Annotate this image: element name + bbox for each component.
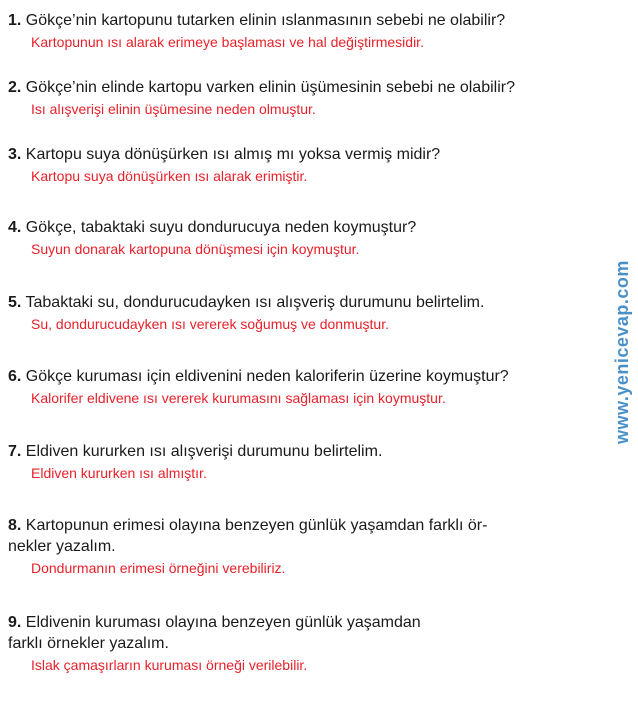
question-5 [8, 292, 598, 333]
question-line: Kartopunun erimesi olayına benzeyen günlük yaşamdan farklı ör- [25, 517, 488, 534]
question-line: Gökçe, tabaktaki suyu dondurucuya neden koymuştur? [25, 219, 417, 236]
question-7 [8, 441, 598, 482]
answer-4: Suyun donarak kartopuna dönüşmesi için koymuştur. [31, 241, 360, 257]
question-number: 3. [8, 146, 22, 163]
answer-2: Isı alışverişi elinin üşümesine neden olmuştur. [31, 101, 316, 117]
question-5-text [8, 292, 598, 313]
question-line: Eldiven kururken ısı alışverişi durumunu belirtelim. [25, 443, 383, 460]
question-4 [8, 217, 598, 258]
question-6-text [8, 366, 598, 387]
question-number: 8. [8, 517, 22, 534]
question-line: Kartopu suya dönüşürken ısı almış mı yoksa vermiş midir? [25, 146, 441, 163]
question-8 [8, 515, 598, 577]
question-line: Gökçe’nin elinde kartopu varken elinin üşümesinin sebebi ne olabilir? [25, 79, 515, 96]
question-3-text [8, 144, 598, 165]
answer-8: Dondurmanın erimesi örneğini verebiliriz. [31, 560, 286, 576]
question-8-text [8, 515, 598, 536]
answer-9: Islak çamaşırların kuruması örneği verilebilir. [31, 657, 308, 673]
question-number: 9. [8, 614, 22, 631]
question-number: 7. [8, 443, 22, 460]
question-number: 2. [8, 79, 22, 96]
answer-7: Eldiven kururken ısı almıştır. [31, 465, 207, 481]
question-7-text [8, 441, 598, 462]
question-3 [8, 144, 598, 185]
question-number: 6. [8, 368, 22, 385]
answer-5: Su, dondurucudayken ısı vererek soğumuş ve donmuştur. [31, 316, 389, 332]
question-line: farklı örnekler yazalım. [8, 635, 169, 652]
question-2-text [8, 77, 598, 98]
watermark: www.yenicevap.com [612, 260, 632, 444]
question-number: 5. [8, 294, 22, 311]
answer-3: Kartopu suya dönüşürken ısı alarak erimiştir. [31, 168, 308, 184]
question-line: Tabaktaki su, dondurucudayken ısı alışveriş durumunu belirtelim. [25, 294, 485, 311]
question-number: 1. [8, 12, 22, 29]
answer-6: Kalorifer eldivene ısı vererek kurumasını sağlaması için koymuştur. [31, 390, 446, 406]
question-line: nekler yazalım. [8, 538, 116, 555]
question-line: Gökçe kuruması için eldivenini neden kaloriferin üzerine koymuştur? [25, 368, 509, 385]
question-4-text [8, 217, 598, 238]
question-line: Gökçe’nin kartopunu tutarken elinin ıslanmasının sebebi ne olabilir? [25, 12, 506, 29]
question-1-text [8, 10, 598, 31]
question-line: Eldivenin kuruması olayına benzeyen günlük yaşamdan [25, 614, 421, 631]
question-2 [8, 77, 598, 118]
question-number: 4. [8, 219, 22, 236]
question-6 [8, 366, 598, 407]
answer-1: Kartopunun ısı alarak erimeye başlaması ve hal değiştirmesidir. [31, 34, 424, 50]
question-1 [8, 10, 598, 51]
question-9 [8, 612, 598, 674]
question-9-text [8, 612, 598, 633]
